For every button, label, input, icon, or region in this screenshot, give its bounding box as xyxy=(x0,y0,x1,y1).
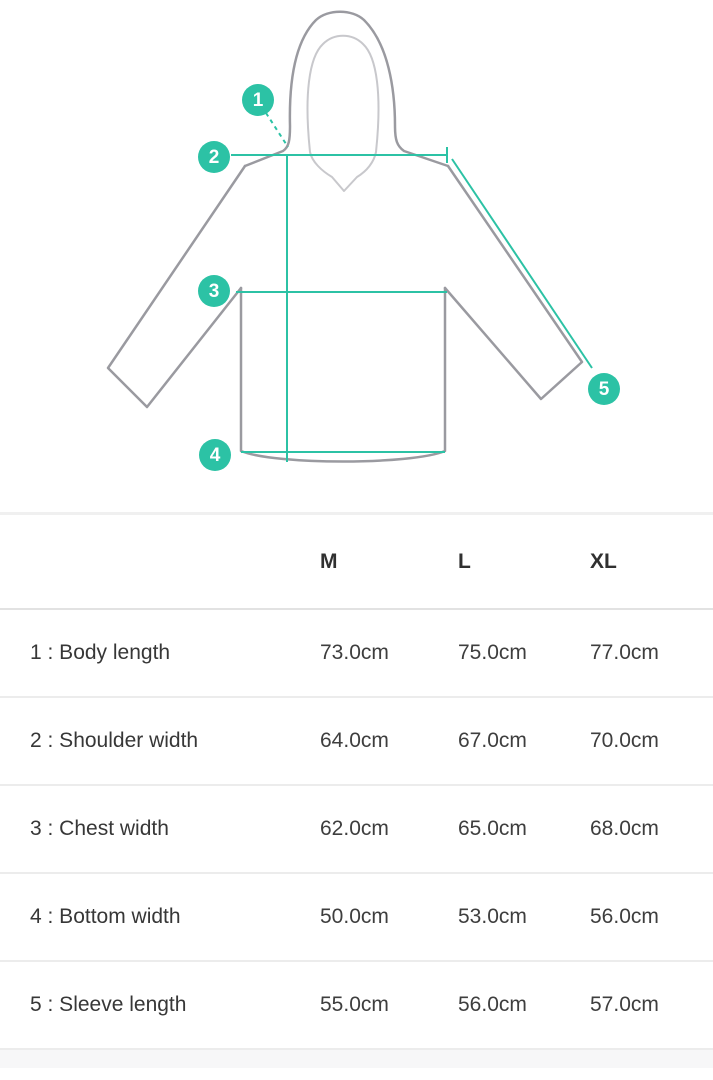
cell-xl: 56.0cm xyxy=(590,905,659,928)
cell-l: 65.0cm xyxy=(458,817,527,840)
cell-m: 55.0cm xyxy=(320,993,389,1016)
row-label: 4 : Bottom width xyxy=(30,905,181,928)
cell-xl: 68.0cm xyxy=(590,817,659,840)
measure-marker-2: 2 xyxy=(198,141,230,173)
table-row-bottom-width xyxy=(0,874,713,962)
neck-drop-measure-line xyxy=(266,113,288,147)
table-row-shoulder-width xyxy=(0,698,713,786)
size-table xyxy=(0,512,713,1068)
measure-marker-5: 5 xyxy=(588,373,620,405)
row-label: 5 : Sleeve length xyxy=(30,993,187,1016)
cell-l: 56.0cm xyxy=(458,993,527,1016)
size-table-header-row xyxy=(0,515,713,610)
sleeve-length-measure-line xyxy=(452,159,592,368)
inner-hood-outline xyxy=(308,36,379,191)
cell-m: 73.0cm xyxy=(320,641,389,664)
cell-xl: 57.0cm xyxy=(590,993,659,1016)
table-row-sleeve-length xyxy=(0,962,713,1050)
measure-marker-1: 1 xyxy=(242,84,274,116)
right-sleeve-outline xyxy=(445,166,582,399)
body-outline xyxy=(241,288,445,462)
bottom-strip xyxy=(0,1050,713,1068)
cell-m: 62.0cm xyxy=(320,817,389,840)
column-header-xl: XL xyxy=(590,549,617,573)
measure-marker-4: 4 xyxy=(199,439,231,471)
table-row-body-length xyxy=(0,610,713,698)
hoodie-measurement-diagram xyxy=(0,0,713,512)
column-header-m: M xyxy=(320,549,338,573)
row-label: 2 : Shoulder width xyxy=(30,729,199,752)
hoodie-outline-svg xyxy=(0,0,713,512)
cell-l: 53.0cm xyxy=(458,905,527,928)
column-header-l: L xyxy=(458,549,471,573)
cell-xl: 77.0cm xyxy=(590,641,659,664)
cell-m: 50.0cm xyxy=(320,905,389,928)
row-label: 1 : Body length xyxy=(30,641,171,664)
table-row-chest-width xyxy=(0,786,713,874)
cell-l: 67.0cm xyxy=(458,729,527,752)
cell-xl: 70.0cm xyxy=(590,729,659,752)
hood-outline xyxy=(245,12,448,166)
measure-marker-3: 3 xyxy=(198,275,230,307)
cell-m: 64.0cm xyxy=(320,729,389,752)
cell-l: 75.0cm xyxy=(458,641,527,664)
row-label: 3 : Chest width xyxy=(30,817,169,840)
